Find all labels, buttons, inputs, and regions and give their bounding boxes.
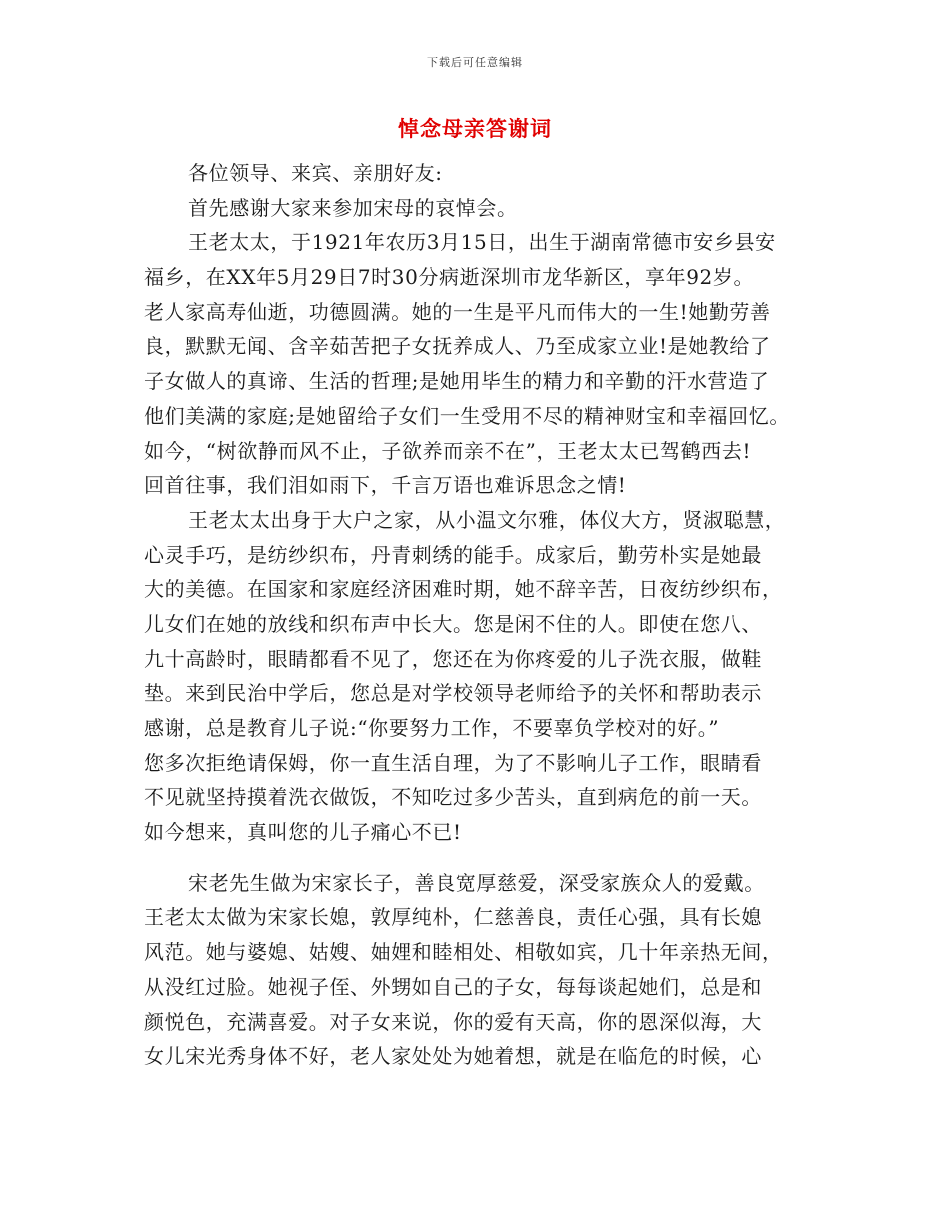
text-line: 首先感谢大家来参加宋母的哀悼会。 <box>188 195 518 220</box>
document-body <box>144 156 824 1074</box>
text-line: 心灵手巧，是纺纱织布，丹青刺绣的能手。成家后，勤劳朴实是她最 <box>144 542 762 567</box>
text-line: 女儿宋光秀身体不好，老人家处处为她着想，就是在临危的时候，心 <box>144 1044 762 1069</box>
text-line: 王老太太出身于大户之家，从小温文尔雅，体仪大方，贤淑聪慧， <box>188 507 786 532</box>
text-line: 回首往事，我们泪如雨下，千言万语也难诉思念之情! <box>144 473 627 498</box>
text-line: 不见就坚持摸着洗衣做饭，不知吃过多少苦头，直到病危的前一天。 <box>144 785 762 810</box>
text-line: 宋老先生做为宋家长子，善良宽厚慈爱，深受家族众人的爱戴。 <box>188 870 765 895</box>
paragraph-gap <box>144 850 824 866</box>
text-line: 子女做人的真谛、生活的哲理;是她用毕生的精力和辛勤的汗水营造了 <box>144 369 770 394</box>
text-line: 如今，“树欲静而风不止，子欲养而亲不在”，王老太太已驾鹤西去! <box>144 438 752 463</box>
text-line: 垫。来到民治中学后，您总是对学校领导老师给予的关怀和帮助表示 <box>144 681 762 706</box>
text-line: 大的美德。在国家和家庭经济困难时期，她不辞辛苦，日夜纺纱织布， <box>144 577 783 602</box>
page-header-note: 下载后可任意编辑 <box>427 56 523 69</box>
text-line: 福乡，在XX年5月29日7时30分病逝深圳市龙华新区，享年92岁。 <box>144 265 755 290</box>
text-line: 从没红过脸。她视子侄、外甥如自己的子女，每每谈起她们，总是和 <box>144 974 762 999</box>
text-line: 儿女们在她的放线和织布声中长大。您是闲不住的人。即使在您八、 <box>144 611 762 636</box>
text-line: 他们美满的家庭;是她留给子女们一生受用不尽的精神财宝和幸福回忆。 <box>144 403 790 428</box>
text-line: 九十高龄时，眼睛都看不见了，您还在为你疼爱的儿子洗衣服，做鞋 <box>144 646 762 671</box>
text-line: 老人家高寿仙逝，功德圆满。她的一生是平凡而伟大的一生!她勤劳善 <box>144 299 771 324</box>
text-line: 王老太太，于1921年农历3月15日，出生于湖南常德市安乡县安 <box>188 230 776 255</box>
text-line: 感谢，总是教育儿子说:“你要努力工作，不要辜负学校对的好。” <box>144 716 720 740</box>
text-line: 风范。她与婆媳、姑嫂、妯娌和睦相处、相敬如宾，几十年亲热无间， <box>144 940 783 965</box>
text-line: 颜悦色，充满喜爱。对子女来说，你的爱有天高，你的恩深似海，大 <box>144 1009 762 1034</box>
text-line: 您多次拒绝请保姆，你一直生活自理，为了不影响儿子工作，眼睛看 <box>144 750 762 775</box>
text-line: 如今想来，真叫您的儿子痛心不已! <box>144 820 462 845</box>
text-line: 良，默默无闻、含辛茹苦把子女抚养成人、乃至成家立业!是她教给了 <box>144 334 771 359</box>
document-title: 悼念母亲答谢词 <box>398 116 552 141</box>
text-line: 各位领导、来宾、亲朋好友: <box>188 161 443 185</box>
text-line: 王老太太做为宋家长媳，敦厚纯朴，仁慈善良，责任心强，具有长媳 <box>144 905 762 930</box>
